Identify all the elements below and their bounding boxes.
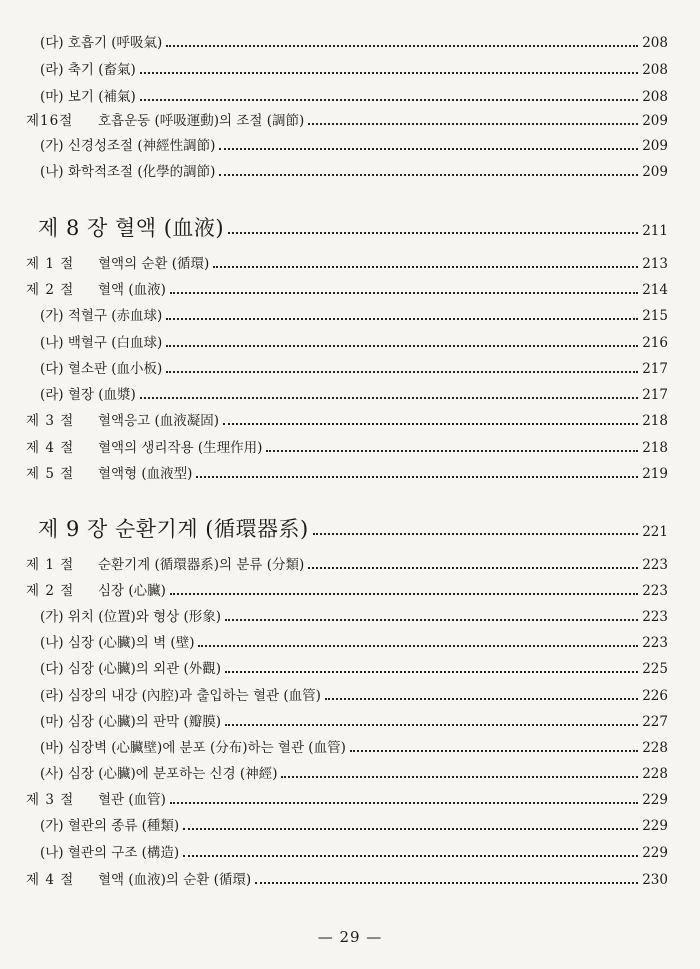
toc-entry-title: (다) 심장 (心臟)의 외관 (外觀) [40, 660, 222, 677]
toc-section-entry [26, 249, 668, 271]
dot-leader [225, 671, 638, 673]
section-title: 혈액의 생리작용 (生理作用) [98, 439, 263, 456]
dot-leader [170, 593, 638, 595]
toc-entry-title: (다) 혈소판 (血小板) [40, 360, 163, 377]
toc-entry-title: (가) 혈관의 종류 (種類) [40, 817, 180, 834]
toc-subsection-entry [40, 131, 668, 153]
section-number: 제 4 절 [26, 439, 75, 456]
dot-leader [140, 99, 638, 101]
toc-entry-title [26, 582, 166, 599]
toc-entry-title: (사) 심장 (心臟)에 분포하는 신경 (神經) [40, 765, 278, 782]
toc-section-entry [26, 275, 668, 297]
toc-page-number: 225 [642, 660, 668, 677]
dot-leader [255, 882, 638, 884]
toc-subsection-entry [40, 157, 668, 179]
toc-page-number: 226 [642, 687, 668, 704]
toc-entry-title: (나) 화학적조절 (化學的調節) [40, 163, 216, 180]
toc-page-number: 208 [642, 61, 668, 78]
section-number: 제 1 절 [26, 556, 75, 573]
toc-subsection-entry [40, 654, 668, 676]
toc-page-number: 213 [642, 255, 668, 272]
toc-subsection-entry [40, 380, 668, 402]
toc-page-number: 217 [642, 386, 668, 403]
toc-entry-title: (나) 혈관의 구조 (構造) [40, 844, 180, 861]
section-title: 혈액 (血液)의 순환 (循環) [98, 871, 252, 888]
toc-subsection-entry [40, 602, 668, 624]
toc-page-number: 208 [642, 34, 668, 51]
toc-entry-title: (바) 심장벽 (心臟壁)에 분포 (分布)하는 혈관 (血管) [40, 739, 346, 756]
toc-entry-title [26, 791, 166, 808]
toc-subsection-entry [40, 301, 668, 323]
toc-chapter-entry [38, 209, 668, 239]
dot-leader [219, 148, 638, 150]
toc-page-number: 218 [642, 439, 668, 456]
toc-entry-title: (라) 혈장 (血漿) [40, 386, 136, 403]
section-number: 제 2 절 [26, 582, 75, 599]
toc-subsection-entry [40, 628, 668, 650]
toc-entry-title [26, 556, 305, 573]
toc-page-number: 229 [642, 791, 668, 808]
dot-leader [183, 828, 638, 830]
toc-entry-title: (가) 적혈구 (赤血球) [40, 307, 163, 324]
section-title: 혈액응고 (血液凝固) [98, 412, 219, 429]
dot-leader [225, 619, 638, 621]
page-number: — 29 — [317, 928, 383, 946]
toc-page-number: 216 [642, 334, 668, 351]
toc-entry-title: (마) 심장 (心臟)의 판막 (瓣膜) [40, 713, 222, 730]
toc-page-number: 217 [642, 360, 668, 377]
toc-page-number: 228 [642, 739, 668, 756]
toc-page-number: 223 [642, 556, 668, 573]
toc-page-number: 209 [642, 163, 668, 180]
toc-page-number: 229 [642, 844, 668, 861]
toc-section-entry [26, 550, 668, 572]
toc-entry-title [26, 112, 305, 129]
dot-leader [308, 567, 638, 569]
toc-page-number: 219 [642, 465, 668, 482]
section-number: 제16절 [26, 112, 74, 129]
toc-entry-title: (가) 위치 (位置)와 형상 (形象) [40, 608, 222, 625]
toc-page-number: 211 [642, 222, 668, 239]
toc-subsection-entry [40, 707, 668, 729]
toc-section-entry [26, 433, 668, 455]
section-title: 순환기계 (循環器系)의 분류 (分類) [98, 556, 305, 573]
dot-leader [308, 123, 638, 125]
dot-leader [170, 292, 638, 294]
toc-section-entry [26, 785, 668, 807]
toc-section-entry [26, 576, 668, 598]
toc-page-number: 229 [642, 817, 668, 834]
section-number: 제 1 절 [26, 255, 75, 272]
dot-leader [313, 533, 639, 535]
toc-entry-title: (가) 신경성조절 (神經性調節) [40, 137, 216, 154]
toc-page-number: 221 [642, 523, 668, 540]
toc-entry-title: (라) 축기 (畜氣) [40, 61, 136, 78]
dot-leader [170, 802, 638, 804]
toc-page-number: 223 [642, 582, 668, 599]
section-number: 제 3 절 [26, 412, 75, 429]
section-title: 혈관 (血管) [98, 791, 166, 808]
dot-leader [228, 232, 638, 234]
toc-subsection-entry [40, 55, 668, 77]
toc-entry-title: 제 8 장 혈액 (血液) [38, 216, 225, 240]
toc-chapter-entry [38, 510, 668, 540]
toc-page-number: 209 [642, 137, 668, 154]
toc-entry-title [26, 412, 219, 429]
toc-page-number: 223 [642, 608, 668, 625]
toc-page-number: 228 [642, 765, 668, 782]
toc-entry-title: (나) 심장 (心臟)의 벽 (壁) [40, 634, 195, 651]
toc-page-number: 208 [642, 88, 668, 105]
dot-leader [350, 750, 638, 752]
dot-leader [225, 724, 638, 726]
dot-leader [219, 174, 638, 176]
toc-entry-title: (다) 호흡기 (呼吸氣) [40, 34, 163, 51]
section-number: 제 4 절 [26, 871, 75, 888]
dot-leader [266, 450, 638, 452]
dot-leader [198, 645, 638, 647]
toc-page-number: 218 [642, 412, 668, 429]
toc-subsection-entry [40, 328, 668, 350]
toc-entry-title [26, 465, 193, 482]
section-number: 제 2 절 [26, 281, 75, 298]
section-title: 혈액형 (血液型) [98, 465, 193, 482]
dot-leader [325, 698, 638, 700]
toc-page-number: 227 [642, 713, 668, 730]
toc-entry-title [26, 281, 166, 298]
dot-leader [196, 476, 638, 478]
toc-page-number: 214 [642, 281, 668, 298]
toc-subsection-entry [40, 759, 668, 781]
dot-leader [281, 776, 638, 778]
toc-subsection-entry [40, 28, 668, 50]
toc-section-entry [26, 459, 668, 481]
section-title: 호흡운동 (呼吸運動)의 조절 (調節) [98, 112, 305, 129]
section-title: 혈액 (血液) [98, 281, 166, 298]
dot-leader [223, 423, 638, 425]
dot-leader [140, 397, 638, 399]
dot-leader [140, 72, 638, 74]
dot-leader [166, 371, 638, 373]
toc-entry-title: 제 9 장 순환기계 (循環器系) [38, 517, 309, 541]
dot-leader [166, 45, 638, 47]
toc-section-entry [26, 106, 668, 128]
toc-section-entry [26, 406, 668, 428]
dot-leader [166, 345, 638, 347]
toc-entry-title [26, 871, 252, 888]
section-title: 혈액의 순환 (循環) [98, 255, 210, 272]
dot-leader [166, 318, 638, 320]
toc-subsection-entry [40, 681, 668, 703]
toc-page-number: 215 [642, 307, 668, 324]
toc-entry-title [26, 255, 210, 272]
toc-subsection-entry [40, 354, 668, 376]
toc-subsection-entry [40, 811, 668, 833]
toc-entry-title [26, 439, 263, 456]
toc-section-entry [26, 865, 668, 887]
section-title: 심장 (心臟) [98, 582, 166, 599]
toc-entry-title: (나) 백혈구 (白血球) [40, 334, 163, 351]
toc-page-number: 223 [642, 634, 668, 651]
toc-entry-title: (마) 보기 (補氣) [40, 88, 136, 105]
toc-page-number: 230 [642, 871, 668, 888]
toc-page-number: 209 [642, 112, 668, 129]
toc-entry-title: (라) 심장의 내강 (內腔)과 출입하는 혈관 (血管) [40, 687, 321, 704]
toc-subsection-entry [40, 733, 668, 755]
dot-leader [183, 855, 638, 857]
toc-subsection-entry [40, 82, 668, 104]
toc-subsection-entry [40, 838, 668, 860]
section-number: 제 3 절 [26, 791, 75, 808]
dot-leader [213, 266, 638, 268]
section-number: 제 5 절 [26, 465, 75, 482]
